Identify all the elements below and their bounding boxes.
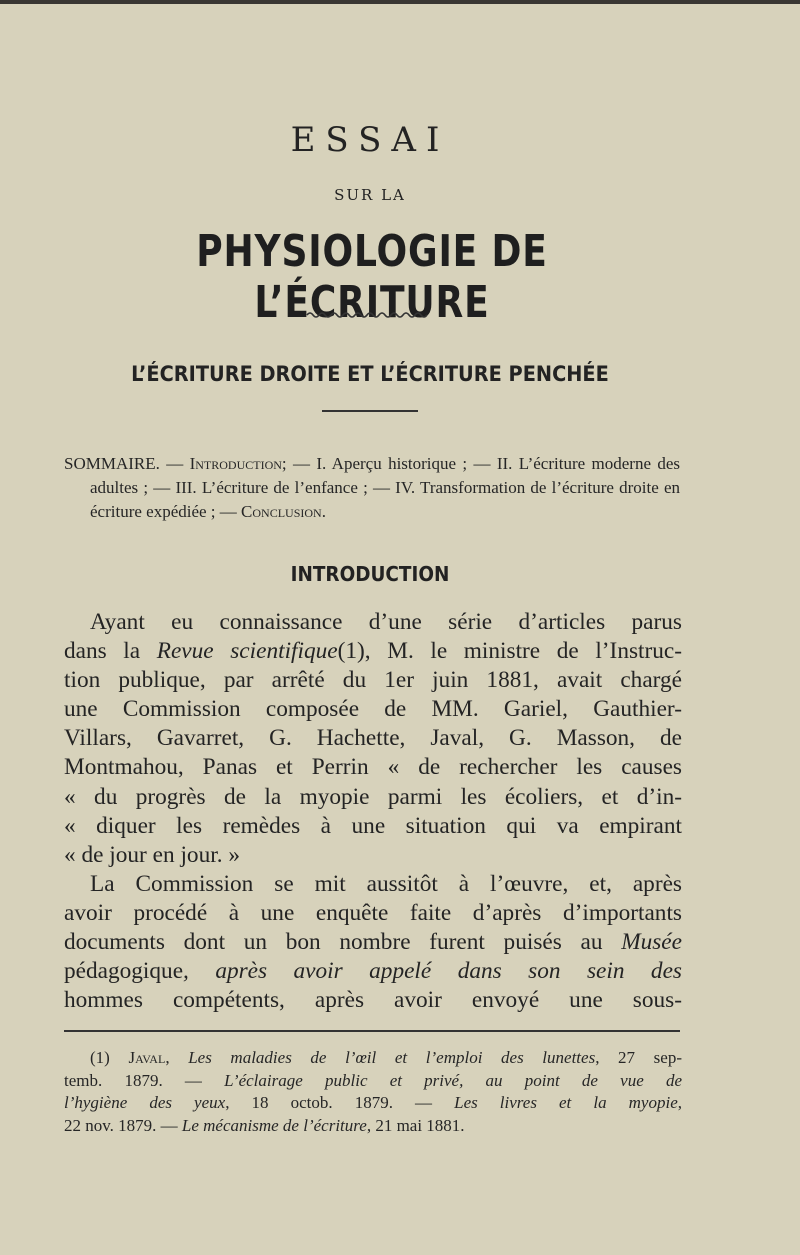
sommaire-conclusion: Conclusion [241, 502, 322, 521]
body-line: « du progrès de la myopie parmi les écoliers, et d’in- [64, 783, 682, 810]
body-line: « de jour en jour. » [64, 841, 240, 868]
footnote-line: 22 nov. 1879. — Le mécanisme de l’écriture, 21 mai 1881. [64, 1115, 465, 1135]
short-rule [322, 410, 418, 412]
body-line: Montmahou, Panas et Perrin « de rechercher les causes [64, 754, 682, 781]
body-line: « diquer les remèdes à une situation qui va empirant [64, 812, 682, 839]
essai-heading: ESSAI [290, 120, 450, 160]
sommaire-label: SOMMAIRE. [64, 454, 160, 473]
body-line: documents dont un bon nombre furent puisés au Musée [64, 929, 682, 956]
body-line: pédagogique, après avoir appelé dans son sein des [64, 958, 682, 985]
main-title: PHYSIOLOGIE DE L’ÉCRITURE [196, 226, 548, 328]
sommaire-introduction: Introduction [189, 454, 282, 473]
wavy-ornament [305, 310, 431, 320]
scan-edge [0, 0, 800, 4]
body-line: Ayant eu connaissance d’une série d’articles parus [90, 609, 682, 635]
body-line: La Commission se mit aussitôt à l’œuvre, et, après [90, 870, 682, 897]
footnote-line: l’hygiène des yeux, 18 octob. 1879. — Les livres et la myopie, [64, 1093, 682, 1113]
body-line: une Commission composée de MM. Gariel, Gauthier- [64, 696, 682, 723]
introduction-body [64, 608, 682, 1015]
footnote-rule [64, 1030, 680, 1032]
footnote-line: temb. 1879. — L’éclairage public et privé, au point de vue de [64, 1070, 682, 1090]
body-line: hommes compétents, après avoir envoyé une sous- [64, 987, 682, 1014]
body-line: Villars, Gavarret, G. Hachette, Javal, G. Masson, de [64, 725, 682, 752]
body-line: dans la Revue scientifique(1), M. le ministre de l’Instruc- [64, 638, 683, 665]
footnote-line: (1) Javal, Les maladies de l’œil et l’emploi des lunettes, 27 sep- [90, 1048, 682, 1067]
body-line: avoir procédé à une enquête faite d’après d’importants [64, 899, 682, 926]
sommaire: SOMMAIRE. — Introduction; — I. Aperçu historique ; — II. L’écriture moderne des adultes ; — III. L’écriture de l’enfance ; — IV. Transformation de l’écriture droite en écriture expédiée ; — Conclusion. [64, 454, 681, 521]
subtitle: L’ÉCRITURE DROITE ET L’ÉCRITURE PENCHÉE [131, 362, 609, 386]
footnote [64, 1047, 682, 1137]
introduction-heading: INTRODUCTION [290, 562, 450, 586]
body-line: tion publique, par arrêté du 1er juin 1881, avait chargé [64, 667, 682, 694]
sur-la-line: SUR LA [334, 186, 406, 204]
